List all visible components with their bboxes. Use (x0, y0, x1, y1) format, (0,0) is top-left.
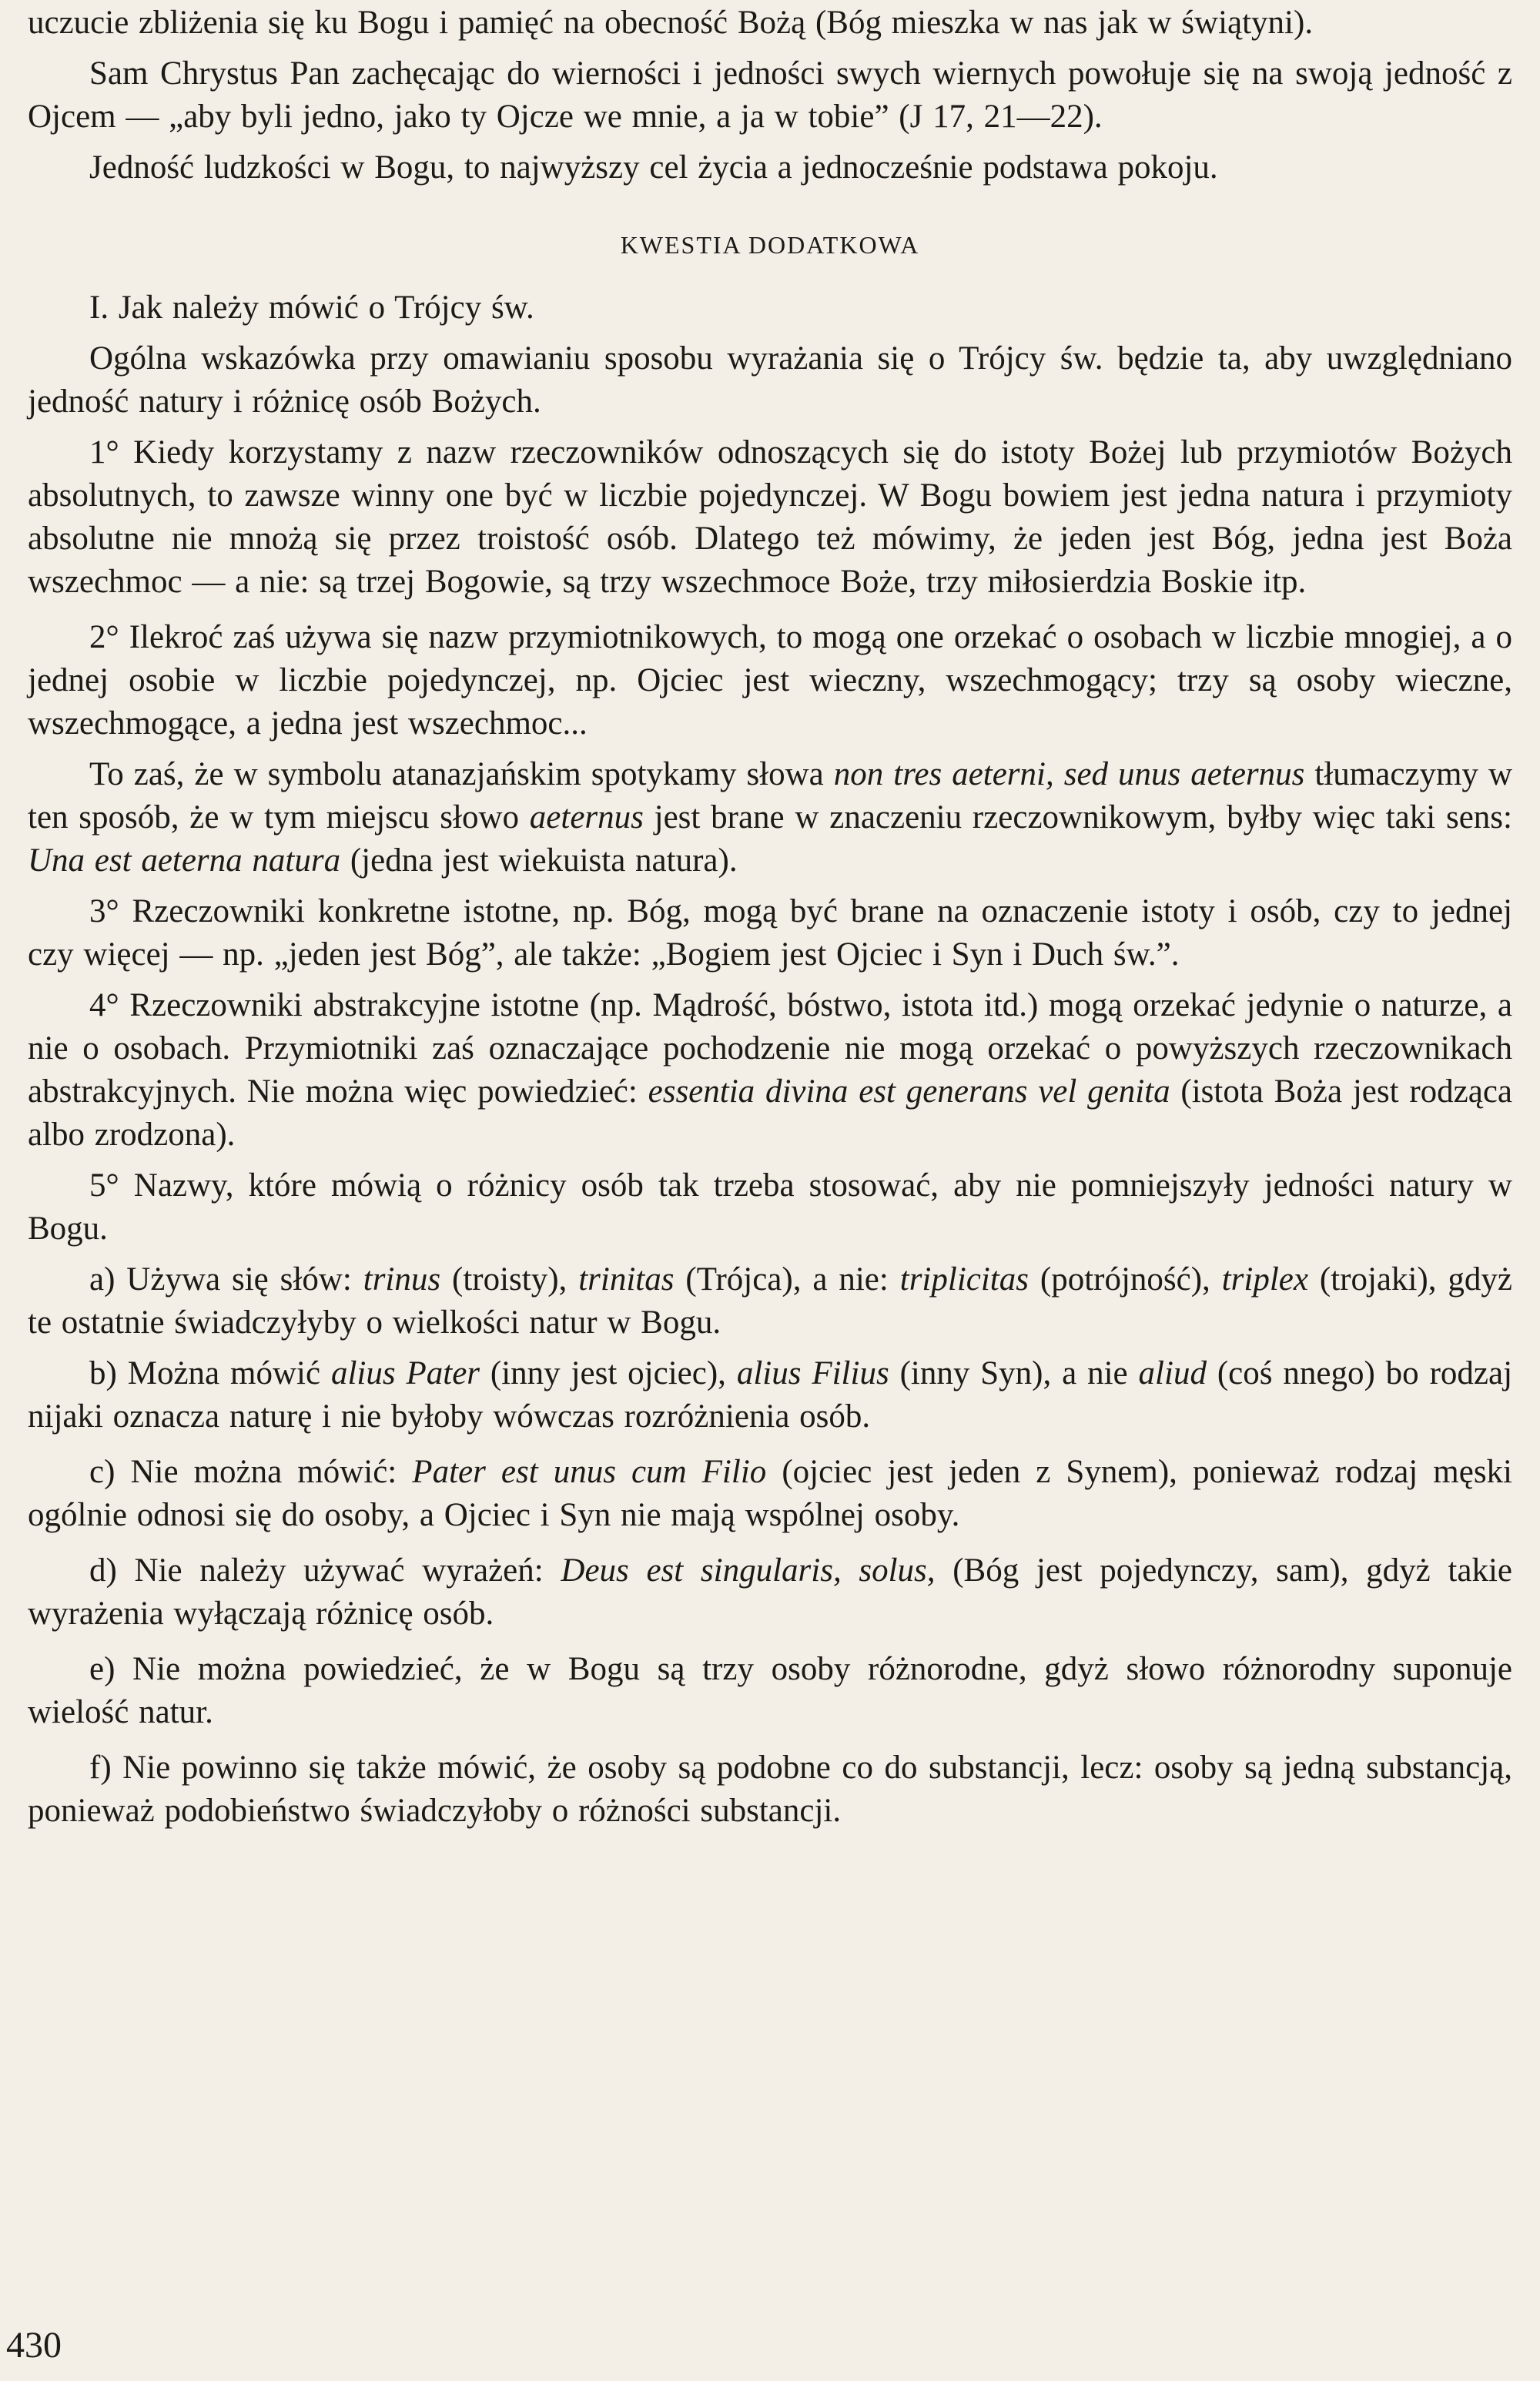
rule-5: 5° Nazwy, które mówią o różnicy osób tak trzeba stosować, aby nie pomniejszyły jedności natury w Bogu. (28, 1167, 1512, 1247)
question-title: I. Jak należy mówić o Trójcy św. (89, 290, 534, 326)
rule-3: 3° Rzeczowniki konkretne istotne, np. Bóg, mogą być brane na oznaczenie istoty i osób, czy to jednej czy więcej — np. „jeden jest Bóg”, ale także: „Bogiem jest Ojciec i Syn i Duch św.”. (28, 893, 1512, 973)
sub-point-b: b) Można mówić alius Pater (inny jest ojciec), alius Filius (inny Syn), a nie aliud (coś nnego) bo rodzaj nijaki oznacza naturę i nie byłoby wówczas rozróżnienia osób. (28, 1355, 1513, 1435)
paragraph-top-1: uczucie zbliżenia się ku Bogu i pamięć na obecność Bożą (Bóg mieszka w nas jak w świątyni). (28, 5, 1314, 41)
rule-2-explanation: To zaś, że w symbolu atanazjańskim spotykamy słowa non tres aeterni, sed unus aeternus tłumaczymy w ten sposób, że w tym miejscu słowo aeternus jest brane w znaczeniu rzeczownikowym, byłby więc taki sens: Una est aeterna natura (jedna jest wiekuista natura). (28, 756, 1512, 879)
sub-point-f: f) Nie powinno się także mówić, że osoby są podobne co do substancji, lecz: osoby są jedną substancją, ponieważ podobieństwo świadczyłoby o różności substancji. (28, 1750, 1512, 1829)
sub-point-c: c) Nie można mówić: Pater est unus cum Filio (ojciec jest jeden z Synem), ponieważ rodzaj męski ogólnie odnosi się do osoby, a Ojciec i Syn nie mają wspólnej osoby. (28, 1454, 1512, 1533)
general-guideline: Ogólna wskazówka przy omawianiu sposobu wyrażania się o Trójcy św. będzie ta, aby uwzględniano jedność natury i różnicę osób Bożych. (28, 340, 1512, 420)
section-heading: KWESTIA DODATKOWA (620, 231, 920, 259)
paragraph-top-2: Sam Chrystus Pan zachęcając do wierności i jedności swych wiernych powołuje się na swoją jedność z Ojcem — „aby byli jedno, jako ty Ojcze we mnie, a ja w tobie” (J 17, 21—22). (28, 55, 1512, 135)
rule-4: 4° Rzeczowniki abstrakcyjne istotne (np. Mądrość, bóstwo, istota itd.) mogą orzekać jedynie o naturze, a nie o osobach. Przymiotniki zaś oznaczające pochodzenie nie mogą orzekać o powyższych rzeczownikach abstrakcyjnych. Nie można więc powiedzieć: essentia divina est generans vel genita (istota Boża jest rodząca albo zrodzona). (28, 987, 1512, 1153)
sub-point-d: d) Nie należy używać wyrażeń: Deus est singularis, solus, (Bóg jest pojedynczy, sam), gdyż takie wyrażenia wyłączają różnicę osób. (28, 1552, 1512, 1632)
sub-point-a: a) Używa się słów: trinus (troisty), trinitas (Trójca), a nie: triplicitas (potrójność), triplex (trojaki), gdyż te ostatnie świadczyłyby o wielkości natur w Bogu. (28, 1261, 1512, 1341)
paragraph-top-3: Jedność ludzkości w Bogu, to najwyższy cel życia a jednocześnie podstawa pokoju. (89, 149, 1218, 186)
rule-1: 1° Kiedy korzystamy z nazw rzeczowników odnoszących się do istoty Bożej lub przymiotów Bożych absolutnych, to zawsze winny one być w liczbie pojedynczej. W Bogu bowiem jest jedna natura i przymioty absolutne nie mnożą się przez troistość osób. Dlatego też mówimy, że jeden jest Bóg, jedna jest Boża wszechmoc — a nie: są trzej Bogowie, są trzy wszechmoce Boże, trzy miłosierdzia Boskie itp. (28, 434, 1512, 600)
sub-point-e: e) Nie można powiedzieć, że w Bogu są trzy osoby różnorodne, gdyż słowo różnorodny suponuje wielość natur. (28, 1651, 1512, 1730)
rule-2: 2° Ilekroć zaś używa się nazw przymiotnikowych, to mogą one orzekać o osobach w liczbie mnogiej, a o jednej osobie w liczbie pojedynczej, np. Ojciec jest wieczny, wszechmogący; trzy są osoby wieczne, wszechmogące, a jedna jest wszechmoc... (28, 619, 1512, 742)
page-number: 430 (6, 2325, 62, 2366)
